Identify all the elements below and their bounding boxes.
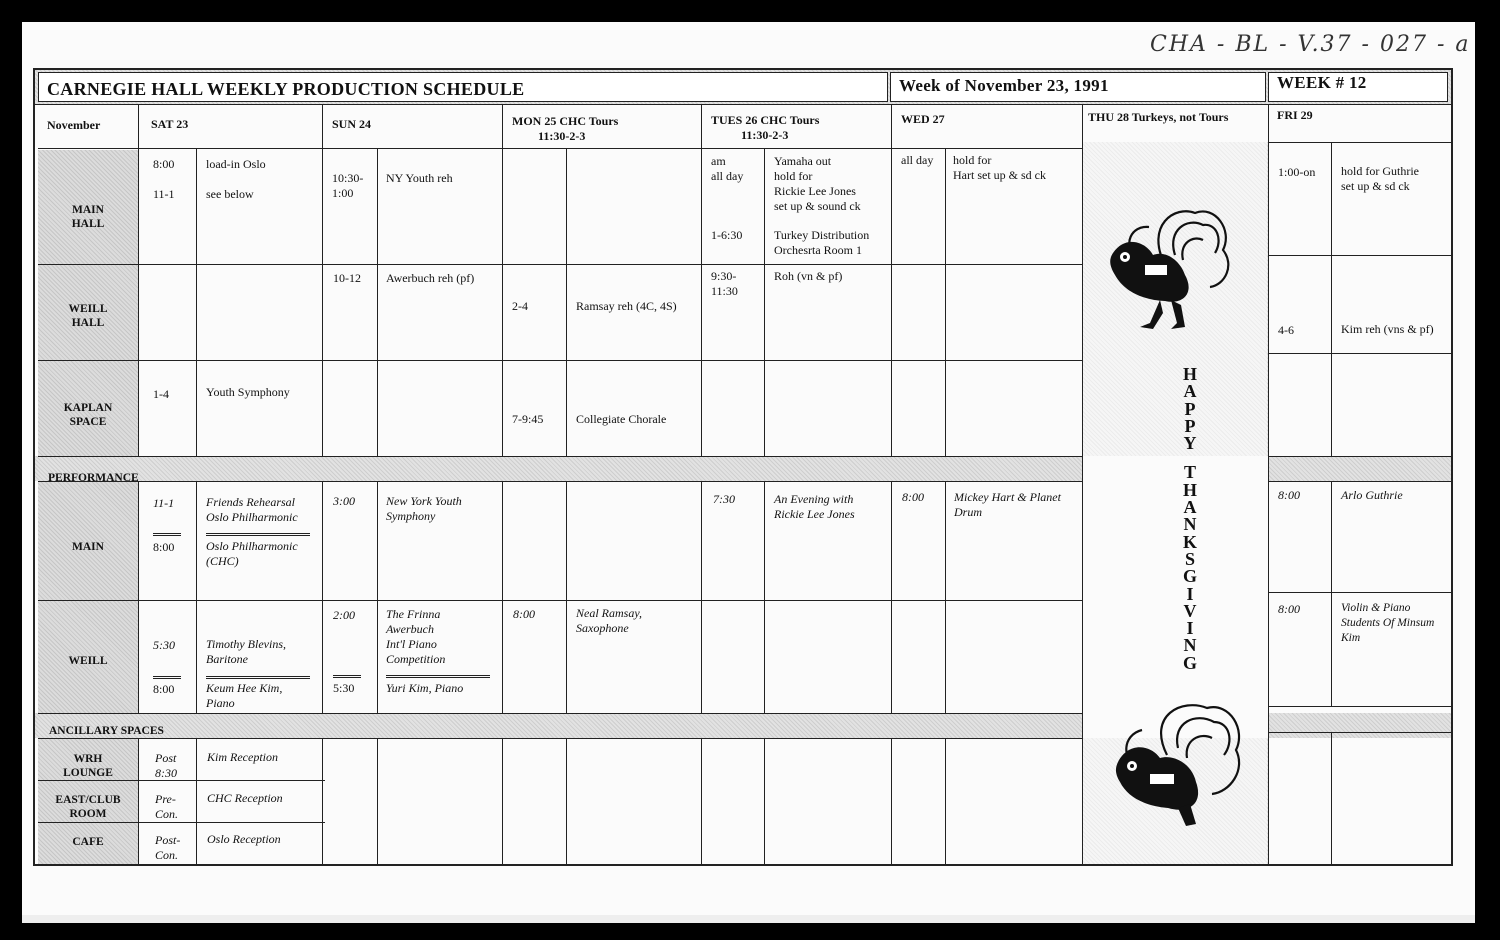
col-mon: MON 25 CHC Tours xyxy=(512,114,619,128)
mon-perf-weill-time: 8:00 xyxy=(513,607,535,621)
col-thu: THU 28 Turkeys, not Tours xyxy=(1088,110,1229,124)
sat-perf-main-time-1: 11-1 xyxy=(153,496,175,510)
sat-main-event-2: see below xyxy=(206,187,254,201)
sun-perf-weill-event-1: The Frinna Awerbuch Int'l Piano Competition xyxy=(386,607,446,666)
wed-perf-main-time: 8:00 xyxy=(902,490,924,504)
sat-perf-weill-time-2: 8:00 xyxy=(153,682,175,696)
row-kaplan-space: KAPLAN SPACE xyxy=(63,402,113,428)
fri-perf-main-time: 8:00 xyxy=(1278,488,1300,502)
sun-main-event: NY Youth reh xyxy=(386,171,453,185)
cafe-time: Post- Con. xyxy=(155,833,181,862)
sat-main-event-1: load-in Oslo xyxy=(206,157,266,171)
fri-weill-time: 4-6 xyxy=(1278,323,1294,337)
sun-main-time: 10:30- 1:00 xyxy=(332,171,364,200)
row-perf-main: MAIN xyxy=(72,541,104,553)
tue-perf-main-time: 7:30 xyxy=(713,492,735,506)
week-of-label: Week of November 23, 1991 xyxy=(899,76,1109,95)
row-perf-weill: WEILL xyxy=(68,655,108,667)
tue-weill-time: 9:30- 11:30 xyxy=(711,269,738,298)
col-wed: WED 27 xyxy=(901,112,945,126)
tue-main-time-2: 1-6:30 xyxy=(711,228,743,242)
row-east-club: EAST/CLUB ROOM xyxy=(55,794,121,820)
east-event: CHC Reception xyxy=(207,791,283,805)
mon-weill-time: 2-4 xyxy=(512,299,528,313)
fri-perf-weill-event: Violin & Piano Students Of Minsum Kim xyxy=(1341,602,1435,644)
sun-perf-main-event: New York Youth Symphony xyxy=(386,494,462,523)
fri-perf-main-event: Arlo Guthrie xyxy=(1341,488,1403,502)
cafe-event: Oslo Reception xyxy=(207,832,281,846)
col-sun: SUN 24 xyxy=(332,117,372,131)
tue-weill-event: Roh (vn & pf) xyxy=(774,269,843,283)
sat-perf-weill-event-2: Keum Hee Kim, Piano xyxy=(206,681,283,710)
fri-perf-weill-time: 8:00 xyxy=(1278,602,1300,616)
sat-kaplan-time: 1-4 xyxy=(153,387,169,401)
happy-thanksgiving-text: H A P P Y T H A N K S G I V I N G xyxy=(1183,364,1198,673)
sat-main-time-1: 8:00 xyxy=(153,157,175,171)
wrh-time: Post 8:30 xyxy=(155,751,177,780)
sat-perf-weill-event-1: Timothy Blevins, Baritone xyxy=(206,637,286,666)
sun-perf-weill-event-2: Yuri Kim, Piano xyxy=(386,681,464,695)
week-number: WEEK # 12 xyxy=(1277,73,1367,92)
page-title: CARNEGIE HALL WEEKLY PRODUCTION SCHEDULE xyxy=(47,79,525,99)
col-tue: TUES 26 CHC Tours xyxy=(711,113,820,127)
col-mon-sub: 11:30-2-3 xyxy=(538,129,586,143)
sat-main-time-2: 11-1 xyxy=(153,187,175,201)
sun-perf-main-time: 3:00 xyxy=(333,494,355,508)
sun-perf-weill-time-1: 2:00 xyxy=(333,608,355,622)
sat-perf-weill-time-1: 5:30 xyxy=(153,638,175,652)
wed-main-event: hold for Hart set up & sd ck xyxy=(953,153,1046,182)
sun-weill-time: 10-12 xyxy=(333,271,361,285)
wrh-event: Kim Reception xyxy=(207,750,278,764)
section-ancillary: ANCILLARY SPACES xyxy=(49,725,164,737)
row-cafe: CAFE xyxy=(72,836,104,848)
row-wrh-lounge: WRH LOUNGE xyxy=(63,753,113,779)
sat-perf-main-event-2: Oslo Philharmonic (CHC) xyxy=(206,539,298,568)
sat-perf-main-time-2: 8:00 xyxy=(153,540,175,554)
fri-main-event: hold for Guthrie set up & sd ck xyxy=(1341,164,1419,193)
sun-weill-event: Awerbuch reh (pf) xyxy=(386,271,475,285)
sat-perf-main-event-1: Friends Rehearsal Oslo Philharmonic xyxy=(206,495,298,524)
mon-perf-weill-event: Neal Ramsay, Saxophone xyxy=(576,606,642,635)
tue-perf-main-event: An Evening with Rickie Lee Jones xyxy=(774,492,855,521)
handwritten-archive-id: CHA - BL - V.37 - 027 - a xyxy=(1150,32,1471,57)
tue-main-event-2: Turkey Distribution Orchesrta Room 1 xyxy=(774,228,870,257)
col-sat: SAT 23 xyxy=(151,117,189,131)
row-main-hall: MAIN HALL xyxy=(71,204,105,230)
mon-kaplan-time: 7-9:45 xyxy=(512,412,544,426)
fri-weill-event: Kim reh (vns & pf) xyxy=(1341,322,1434,336)
wed-main-time: all day xyxy=(901,153,934,167)
fri-main-time: 1:00-on xyxy=(1278,165,1316,179)
section-performance: PERFORMANCE xyxy=(48,472,139,484)
turkey-icon-2 xyxy=(1112,700,1247,830)
east-time: Pre- Con. xyxy=(155,792,179,821)
sun-perf-weill-time-2: 5:30 xyxy=(333,681,355,695)
wed-perf-main-event: Mickey Hart & Planet Drum xyxy=(954,490,1061,519)
tue-main-time-1: am all day xyxy=(711,154,744,183)
perf-label-shade xyxy=(38,482,138,713)
col-fri: FRI 29 xyxy=(1277,108,1313,122)
tue-main-event-1: Yamaha out hold for Rickie Lee Jones set up & sound ck xyxy=(774,154,861,213)
turkey-icon xyxy=(1105,205,1235,330)
col-tue-sub: 11:30-2-3 xyxy=(741,128,789,142)
col-month: November xyxy=(47,118,101,132)
row-weill-hall: WEILL HALL xyxy=(68,303,108,329)
mon-weill-event: Ramsay reh (4C, 4S) xyxy=(576,299,677,313)
mon-kaplan-event: Collegiate Chorale xyxy=(576,412,667,426)
sat-kaplan-event: Youth Symphony xyxy=(206,385,290,399)
